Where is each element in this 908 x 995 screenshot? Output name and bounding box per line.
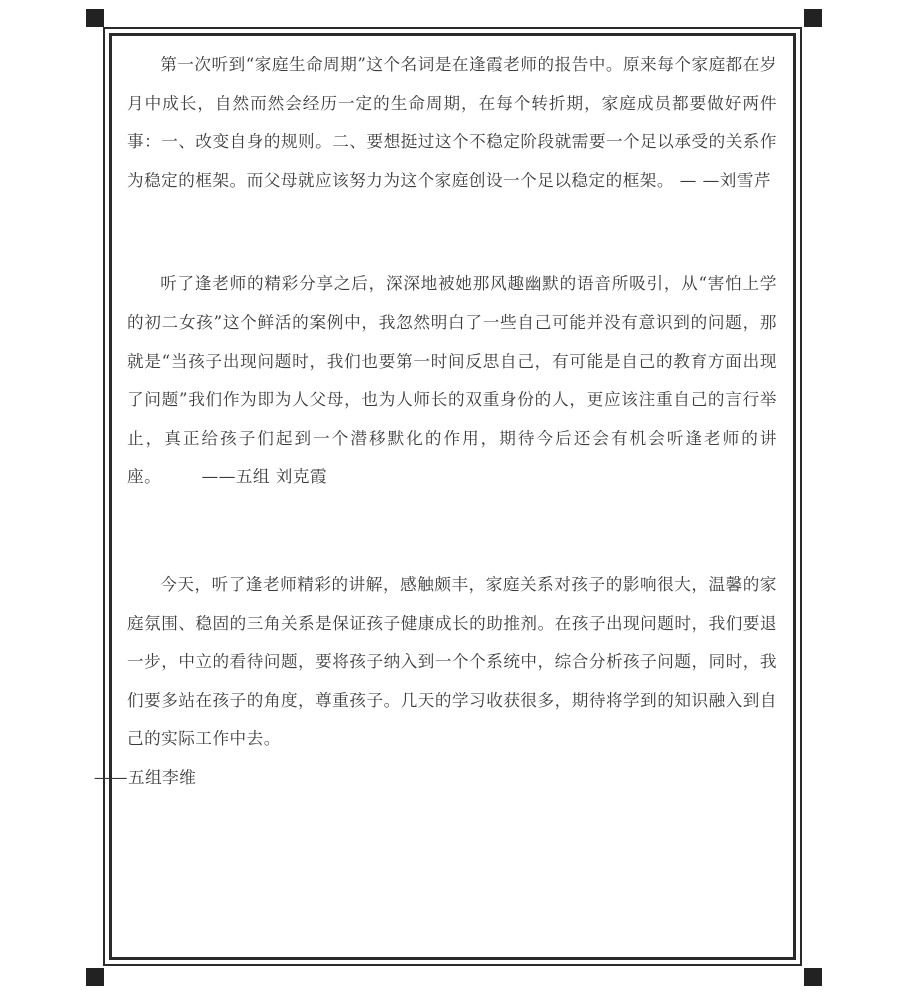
corner-mark-bottom-left — [86, 968, 104, 986]
paragraph-3-signature: ——五组李维 — [93, 767, 197, 787]
paragraph-2 — [127, 265, 777, 497]
paragraph-3 — [93, 566, 777, 798]
corner-mark-top-left — [86, 9, 104, 27]
document-body — [93, 46, 777, 798]
paragraph-2-text: 听了逢老师的精彩分享之后，深深地被她那风趣幽默的语音所吸引，从“害怕上学的初二女孩”这个鲜活的案例中，我忽然明白了一些自己可能并没有意识到的问题，那就是“当孩子出现问题时，我们也要第一时间反思自己，有可能是自己的教育方面出现了问题”我们作为即为人父母，也为人师长的双重身份的人，更应该注重自己的言行举止，真正给孩子们起到一个潜移默化的作用，期待今后还会有机会听逢老师的讲座。 — [127, 274, 777, 487]
paragraph-3-text: 今天，听了逢老师精彩的讲解，感触颇丰，家庭关系对孩子的影响很大，温馨的家庭氛围、稳固的三角关系是保证孩子健康成长的助推剂。在孩子出现问题时，我们要退一步，中立的看待问题，要将孩子纳入到一个个系统中，综合分析孩子问题，同时，我们要多站在孩子的角度，尊重孩子。几天的学习收获很多，期待将学到的知识融入到自己的实际工作中去。 — [127, 574, 777, 749]
paragraph-1-text: 第一次听到“家庭生命周期”这个名词是在逢霞老师的报告中。原来每个家庭都在岁月中成长，自然而然会经历一定的生命周期，在每个转折期，家庭成员都要做好两件事：一、改变自身的规则。二、要想挺过这个不稳定阶段就需要一个足以承受的关系作为稳定的框架。而父母就应该努力为这个家庭创设一个足以稳定的框架。 — [127, 55, 777, 190]
paragraph-2-signature: ——五组 刘克霞 — [201, 467, 328, 487]
corner-mark-top-right — [804, 9, 822, 27]
corner-mark-bottom-right — [804, 968, 822, 986]
paragraph-1 — [127, 46, 777, 200]
paragraph-1-signature: — —刘雪芹 — [679, 170, 772, 190]
